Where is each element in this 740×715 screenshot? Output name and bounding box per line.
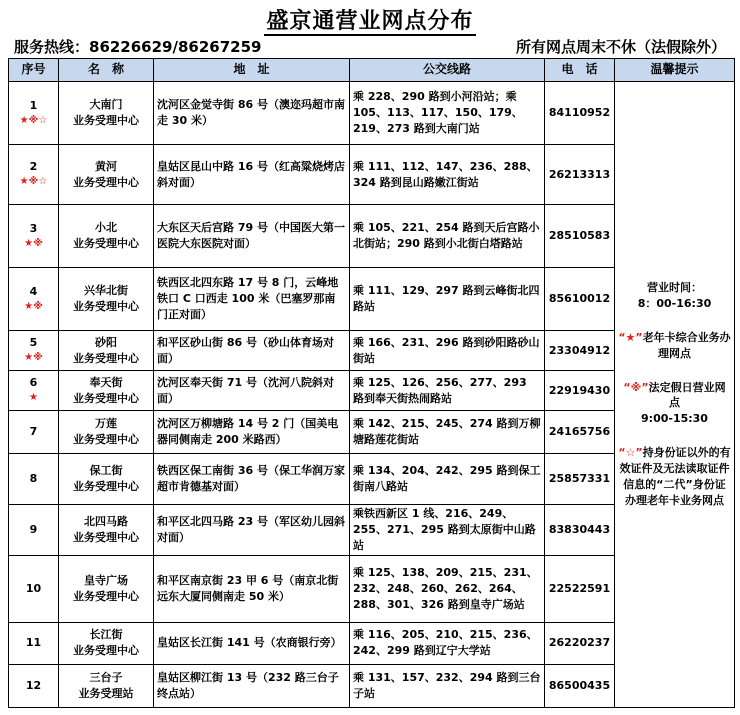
address-cell: 铁西区保工南街 36 号（保工华润万家超市肯德基对面）: [154, 454, 350, 505]
outlet-type: 业务受理中心: [73, 114, 139, 127]
seq-cell: [9, 664, 59, 707]
outlet-type: 业务受理中心: [73, 391, 139, 405]
phone-cell: 85610012: [545, 268, 615, 331]
name-cell: [59, 331, 154, 371]
service-hotline: 服务热线：86226629/86267259: [14, 38, 262, 56]
seq-cell: [9, 454, 59, 505]
bus-cell: 乘 111、129、297 路到云峰街北四路站: [350, 268, 545, 331]
holiday-block: [618, 380, 731, 428]
bus-cell: 乘 166、231、296 路到砂阳路砂山街站: [350, 331, 545, 371]
id-mark: “☆”: [618, 446, 643, 460]
outlet-mark: ★: [29, 392, 38, 404]
seq-cell: [9, 555, 59, 622]
holiday-hours: 9:00-15:30: [641, 412, 708, 426]
seq-cell: [9, 205, 59, 268]
outlet-table: [8, 58, 735, 708]
address-cell: 皇姑区长江街 141 号（农商银行旁）: [154, 622, 350, 664]
bus-cell: 乘 111、112、147、236、288、324 路到昆山路嫩江街站: [350, 145, 545, 205]
id-block: [618, 445, 731, 509]
star-mark: “★”: [618, 330, 643, 344]
outlet-name: 黄河: [95, 159, 117, 173]
phone-cell: 23304912: [545, 331, 615, 371]
header-bus: 公交线路: [350, 59, 545, 82]
outlet-type: 业务受理中心: [73, 351, 139, 365]
address-cell: 皇姑区柳江街 13 号（232 路三台子终点站）: [154, 664, 350, 707]
seq-cell: [9, 622, 59, 664]
star-block: [618, 330, 731, 362]
phone-cell: 28510583: [545, 205, 615, 268]
name-cell: [59, 505, 154, 556]
bus-cell: 乘 116、205、210、215、236、242、299 路到辽宁大学站: [350, 622, 545, 664]
name-cell: [59, 145, 154, 205]
phone-cell: 24165756: [545, 411, 615, 454]
header-phone: 电 话: [545, 59, 615, 82]
bus-cell: 乘 131、157、232、294 路到三台子站: [350, 664, 545, 707]
outlet-type: 业务受理中心: [73, 644, 139, 658]
address-cell: 沈河区奉天街 71 号（沈河八院斜对面）: [154, 371, 350, 411]
name-cell: [59, 454, 154, 505]
outlet-type: 业务受理中心: [73, 530, 139, 544]
outlet-type: 业务受理中心: [73, 480, 139, 493]
hours-label: 营业时间：: [647, 280, 702, 294]
outlet-mark: ★※: [24, 352, 43, 364]
phone-cell: 25857331: [545, 454, 615, 505]
address-cell: 皇姑区昆山中路 16 号（红高粱烧烤店斜对面）: [154, 145, 350, 205]
page-title: [0, 4, 740, 35]
address-cell: 和平区北四马路 23 号（军区幼儿园斜对面）: [154, 505, 350, 556]
seq-value: 11: [25, 636, 42, 650]
weekend-notice: 所有网点周末不休（法假除外）: [515, 38, 726, 56]
address-cell: 沈河区万柳塘路 14 号 2 门（国美电器同侧南走 200 米路西）: [154, 411, 350, 454]
header-tips: 温馨提示: [615, 59, 735, 82]
outlet-name: 奉天街: [89, 375, 123, 389]
seq-value: 2: [29, 160, 38, 174]
bus-cell: 乘铁西新区 1 线、216、249、255、271、295 路到太原街中山路站: [350, 505, 545, 556]
outlet-name: 兴华北街: [84, 284, 128, 298]
seq-cell: [9, 268, 59, 331]
seq-value: 3: [29, 221, 38, 235]
seq-value: 6: [29, 376, 38, 390]
outlet-type: 业务受理中心: [73, 237, 139, 250]
holiday-text: 法定假日营业网点: [648, 380, 726, 410]
seq-value: 9: [29, 522, 38, 536]
phone-cell: 86500435: [545, 664, 615, 707]
outlet-type: 业务受理中心: [73, 589, 139, 603]
seq-cell: [9, 331, 59, 371]
bus-cell: 乘 125、138、209、215、231、232、248、260、262、264、288、301、326 路到皇寺广场站: [350, 555, 545, 622]
seq-value: 1: [29, 98, 38, 112]
seq-value: 8: [29, 472, 38, 486]
outlet-name: 万莲: [95, 417, 117, 431]
bus-cell: 乘 228、290 路到小河沿站；乘 105、113、117、150、179、219、273 路到大南门站: [350, 82, 545, 145]
name-cell: [59, 205, 154, 268]
phone-cell: 26213313: [545, 145, 615, 205]
seq-value: 10: [25, 581, 42, 595]
phone-cell: 26220237: [545, 622, 615, 664]
outlet-name: 大南门: [89, 98, 123, 112]
tips-cell: [615, 82, 735, 708]
seq-value: 7: [29, 425, 38, 439]
outlet-name: 砂阳: [95, 335, 117, 349]
name-cell: [59, 411, 154, 454]
holiday-mark: “※”: [623, 380, 649, 394]
name-cell: [59, 622, 154, 664]
outlet-type: 业务受理中心: [73, 175, 139, 189]
outlet-name: 三台子: [89, 670, 123, 684]
bus-cell: 乘 134、204、242、295 路到保工街南八路站: [350, 454, 545, 505]
seq-cell: [9, 82, 59, 145]
seq-cell: [9, 505, 59, 556]
bus-cell: 乘 125、126、256、277、293 路到奉天街热闹路站: [350, 371, 545, 411]
outlet-type: 业务受理中心: [73, 433, 139, 446]
outlet-name: 皇寺广场: [84, 573, 128, 587]
seq-value: 5: [29, 336, 38, 350]
address-cell: 大东区天后宫路 79 号（中国医大第一医院大东医院对面）: [154, 205, 350, 268]
header-name: 名 称: [59, 59, 154, 82]
bus-cell: 乘 142、215、245、274 路到万柳塘路莲花街站: [350, 411, 545, 454]
name-cell: [59, 82, 154, 145]
seq-cell: [9, 371, 59, 411]
outlet-name: 小北: [95, 221, 117, 235]
star-text: 老年卡综合业务办理网点: [642, 330, 731, 360]
page-title-text: 盛京通营业网点分布: [266, 9, 474, 34]
table-header-row: [9, 59, 735, 82]
seq-cell: [9, 411, 59, 454]
address-cell: 铁西区北四东路 17 号 8 门，云峰地铁口 C 口西走 100 米（巴塞罗那南门正对面）: [154, 268, 350, 331]
seq-value: 4: [29, 284, 38, 298]
header-seq: 序号: [9, 59, 59, 82]
outlet-name: 保工街: [89, 464, 123, 478]
outlet-type: 业务受理站: [78, 686, 134, 700]
seq-cell: [9, 145, 59, 205]
outlet-mark: ★※: [24, 300, 43, 312]
name-cell: [59, 371, 154, 411]
outlet-mark: ★※☆: [19, 114, 48, 126]
address-cell: 和平区砂山街 86 号（砂山体育场对面）: [154, 331, 350, 371]
outlet-name: 长江街: [89, 628, 123, 642]
header-address: 地 址: [154, 59, 350, 82]
phone-cell: 22522591: [545, 555, 615, 622]
outlet-name: 北四马路: [84, 514, 128, 528]
outlet-type: 业务受理中心: [73, 300, 139, 313]
address-cell: 和平区南京街 23 甲 6 号（南京北街远东大厦同侧南走 50 米）: [154, 555, 350, 622]
outlet-mark: ★※: [24, 237, 43, 249]
bus-cell: 乘 105、221、254 路到天后宫路小北街站；290 路到小北街白塔路站: [350, 205, 545, 268]
hours-value: 8：00-16:30: [637, 296, 712, 310]
outlet-mark: ★※☆: [19, 176, 48, 188]
hours-block: [618, 280, 731, 312]
id-text: 持身份证以外的有效证件及无法读取证件信息的“二代”身份证办理老年卡业务网点: [619, 446, 731, 508]
address-cell: 沈河区金觉寺街 86 号（澳迩玛超市南走 30 米）: [154, 82, 350, 145]
name-cell: [59, 555, 154, 622]
phone-cell: 84110952: [545, 82, 615, 145]
table-row: [9, 82, 735, 145]
name-cell: [59, 268, 154, 331]
phone-cell: 83830443: [545, 505, 615, 556]
phone-cell: 22919430: [545, 371, 615, 411]
seq-value: 12: [25, 678, 42, 692]
name-cell: [59, 664, 154, 707]
